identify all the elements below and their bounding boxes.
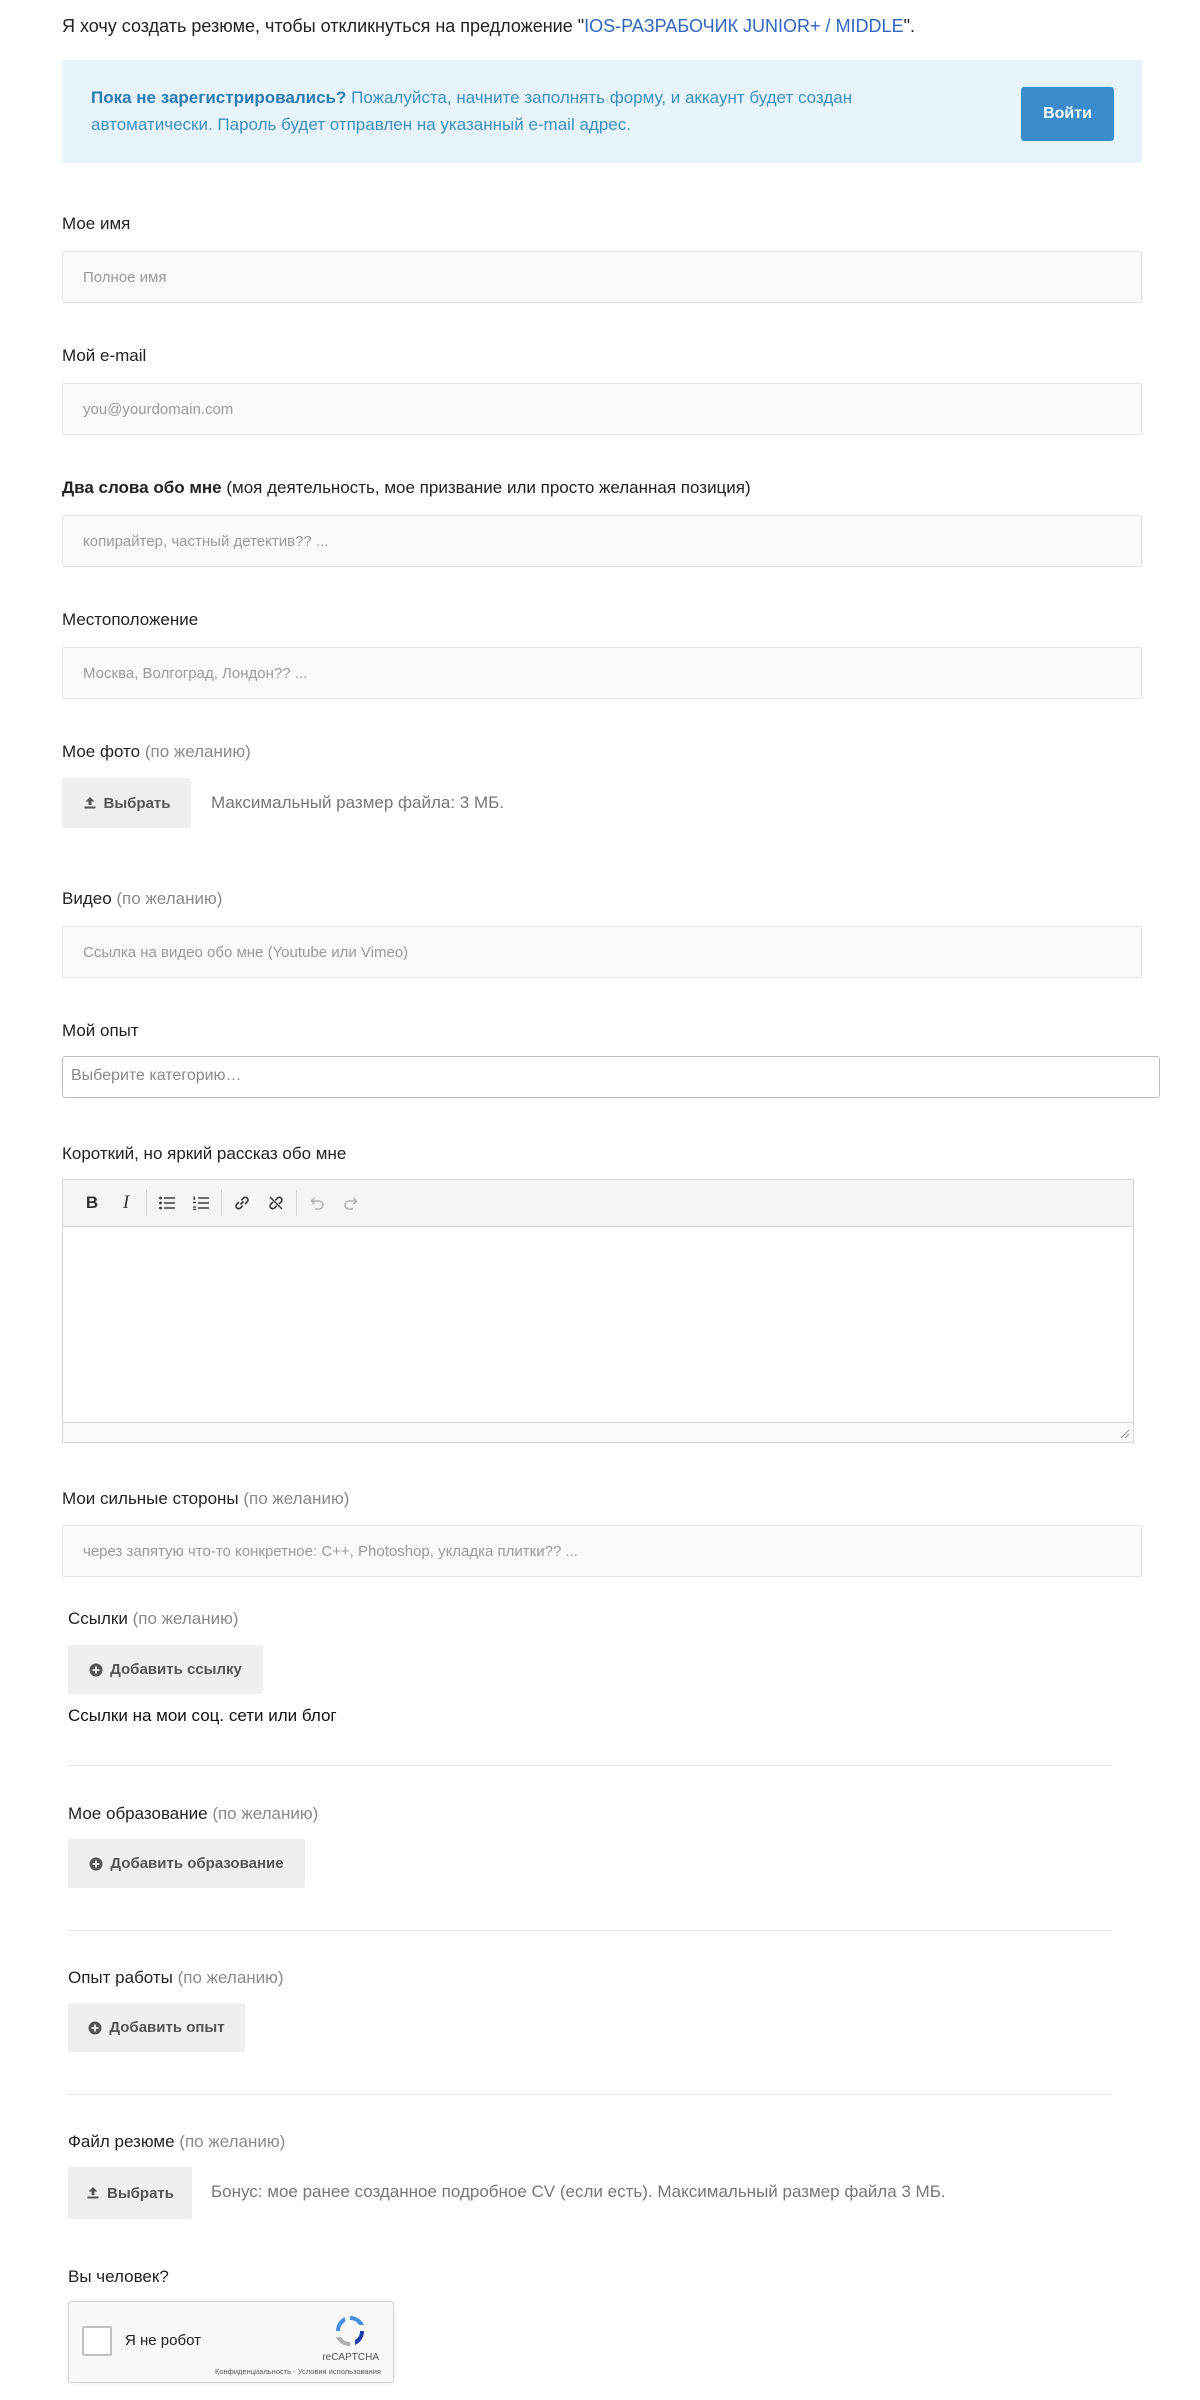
full-name-input[interactable] [62,251,1142,303]
recaptcha-label: Я не робот [125,2332,201,2349]
video-label: Видео (по желанию) [62,889,223,908]
video-url-input[interactable] [62,926,1142,978]
photo-label: Мое фото (по желанию) [62,742,251,761]
experience-label: Мой опыт [62,1021,139,1040]
add-education-button[interactable]: Добавить образование [68,1839,305,1888]
numbered-list-button[interactable] [184,1186,218,1220]
story-text-area[interactable] [63,1227,1133,1424]
section-divider [68,1930,1112,1931]
email-label: Мой e-mail [62,346,147,365]
undo-button[interactable] [300,1186,334,1220]
recaptcha-checkbox[interactable] [82,2326,112,2356]
link-icon [233,1194,251,1212]
headline-input[interactable] [62,515,1142,567]
plus-circle-icon [89,1857,103,1871]
italic-button[interactable]: I [122,1192,130,1213]
skills-input[interactable] [62,1525,1142,1577]
section-divider [68,1765,1112,1766]
bullet-list-icon [158,1195,176,1211]
login-button[interactable]: Войти [1021,87,1114,141]
story-editor [62,1179,1134,1443]
name-label: Мое имя [62,214,131,233]
plus-circle-icon [88,2021,102,2035]
unlink-icon [267,1194,285,1212]
registration-alert [62,60,1142,163]
experience-category-select[interactable]: Выберите категорию… [62,1056,1160,1098]
photo-upload-button[interactable]: Выбрать [62,778,191,828]
redo-icon [342,1195,360,1211]
undo-icon [308,1195,326,1211]
email-input[interactable] [62,383,1142,435]
links-label: Ссылки (по желанию) [68,1609,239,1628]
bold-button[interactable]: B [85,1193,99,1212]
job-title-link[interactable]: IOS-РАЗРАБОЧИК JUNIOR+ / MIDDLE [584,16,904,36]
add-link-button[interactable]: Добавить ссылку [68,1645,263,1694]
section-divider [68,2094,1112,2095]
location-label: Местоположение [62,610,199,629]
recaptcha-widget [68,2301,394,2383]
resize-grip-icon[interactable] [1118,1427,1130,1439]
upload-icon [83,796,97,810]
toolbar-separator [146,1190,147,1216]
upload-icon [86,2186,100,2200]
link-button[interactable] [225,1186,259,1220]
recaptcha-logo-icon [331,2312,369,2350]
toolbar-separator [296,1190,297,1216]
recaptcha-privacy-links[interactable]: Конфиденциальность - Условия использования [215,2367,381,2376]
add-experience-button[interactable]: Добавить опыт [68,2003,245,2052]
resume-upload-button[interactable]: Выбрать [68,2167,192,2219]
resume-file-hint: Бонус: мое ранее созданное подробное CV (если есть). Максимальный размер файла 3 МБ. [211,2182,946,2201]
unlink-button[interactable] [259,1186,293,1220]
human-check-label: Вы человек? [68,2267,169,2286]
toolbar-separator [221,1190,222,1216]
plus-circle-icon [89,1663,103,1677]
editor-toolbar [63,1180,1133,1227]
links-note: Ссылки на мои соц. сети или блог [68,1706,337,1725]
work-label: Опыт работы (по желанию) [68,1968,284,1987]
location-input[interactable] [62,647,1142,699]
recaptcha-brand: reCAPTCHA [322,2352,379,2363]
story-label: Короткий, но яркий рассказ обо мне [62,1144,347,1163]
photo-size-hint: Максимальный размер файла: 3 МБ. [211,793,504,812]
editor-statusbar [63,1422,1133,1442]
redo-button[interactable] [334,1186,368,1220]
alert-message: Пока не зарегистрировались? Пожалуйста, начните заполнять форму, и аккаунт будет создан автоматически. Пароль будет отправлен на указанный e-mail адрес. [91,88,853,134]
education-label: Мое образование (по желанию) [68,1804,319,1823]
intro-text: Я хочу создать резюме, чтобы откликнуться на предложение "IOS-РАЗРАБОЧИК JUNIOR+ / MIDDLE". [62,16,915,36]
skills-label: Мои сильные стороны (по желанию) [62,1489,350,1508]
headline-label: Два слова обо мне (моя деятельность, мое призвание или просто желанная позиция) [62,478,751,497]
bullet-list-button[interactable] [150,1186,184,1220]
numbered-list-icon [192,1195,210,1211]
resume-file-label: Файл резюме (по желанию) [68,2132,286,2151]
